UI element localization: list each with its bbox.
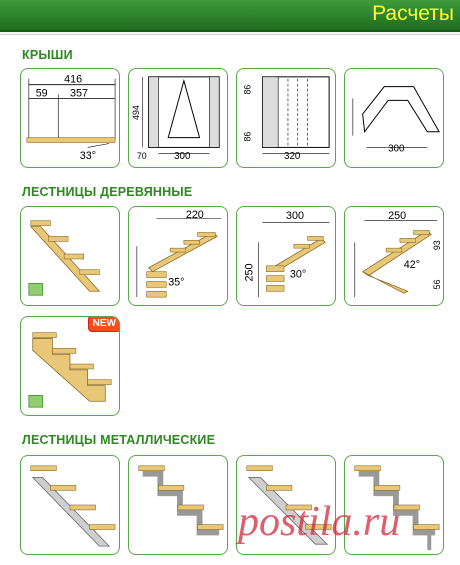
- watermark: postila.ru: [238, 499, 401, 545]
- 3d-cube-icon: [29, 283, 43, 295]
- roof-calc-tile-3[interactable]: [236, 68, 336, 168]
- stair3-angle-label: 30°: [289, 268, 307, 281]
- section-title-metal-stairs: ЛЕСТНИЦЫ МЕТАЛЛИЧЕСКИЕ: [22, 433, 216, 447]
- roof2-height-label: 494: [130, 105, 141, 120]
- roof1-total-label: 416: [64, 73, 83, 86]
- roof3-bottom-label: 86: [242, 131, 253, 142]
- wood-stair-turn-diagram: [129, 207, 227, 305]
- roof1-left-label: 59: [35, 87, 48, 100]
- roof-calc-tile-2[interactable]: [128, 68, 228, 168]
- wood-stair-landing-diagram: [345, 207, 443, 305]
- roof3-width-label: 320: [284, 151, 301, 163]
- stair3-height-label: 250: [243, 263, 256, 282]
- stair2-angle-label: 35°: [168, 276, 185, 289]
- metal-stair-single-stringer-diagram: [21, 456, 119, 554]
- roof-calc-tile-4[interactable]: [344, 68, 444, 168]
- wood-stair-winder-diagram: [237, 207, 335, 305]
- roof1-angle-label: 33°: [79, 150, 97, 163]
- metal-stair-zigzag-diagram: [129, 456, 227, 554]
- metal-stair-tile-2[interactable]: [128, 455, 228, 555]
- roof-gable-side-diagram: [237, 69, 335, 167]
- roof3-top-label: 86: [242, 84, 253, 95]
- wood-stair-straight-diagram: [21, 207, 119, 305]
- 3d-cube-icon: [29, 395, 43, 407]
- section-title-roofs: КРЫШИ: [22, 48, 73, 62]
- page-title[interactable]: Расчеты: [372, 2, 454, 25]
- roof1-right-label: 357: [70, 87, 88, 100]
- wood-stair-tile-2[interactable]: [128, 206, 228, 306]
- roof-hip-diagram: [345, 69, 443, 167]
- wood-stair-tile-5[interactable]: [20, 316, 120, 416]
- roof-calc-tile-1[interactable]: [20, 68, 120, 168]
- stair4-h1-label: 56: [432, 279, 443, 290]
- stair3-width-label: 300: [286, 209, 304, 222]
- roof2-width-label: 300: [174, 151, 191, 163]
- section-title-wooden-stairs: ЛЕСТНИЦЫ ДЕРЕВЯННЫЕ: [22, 185, 193, 199]
- wood-stair-tile-3[interactable]: [236, 206, 336, 306]
- new-badge: NEW: [88, 316, 120, 332]
- wood-stair-tile-4[interactable]: [344, 206, 444, 306]
- wood-stair-tile-1[interactable]: [20, 206, 120, 306]
- stair2-width-label: 220: [185, 208, 204, 221]
- stair4-width-label: 250: [388, 209, 407, 222]
- roof-shed-diagram: [21, 69, 119, 167]
- stair4-angle-label: 42°: [403, 258, 421, 271]
- top-bar: [0, 0, 460, 32]
- roof2-base-label: 70: [136, 151, 147, 162]
- stair4-h2-label: 93: [432, 240, 443, 251]
- roof-gable-front-diagram: [129, 69, 227, 167]
- roof4-width-label: 300: [388, 143, 405, 155]
- metal-stair-tile-1[interactable]: [20, 455, 120, 555]
